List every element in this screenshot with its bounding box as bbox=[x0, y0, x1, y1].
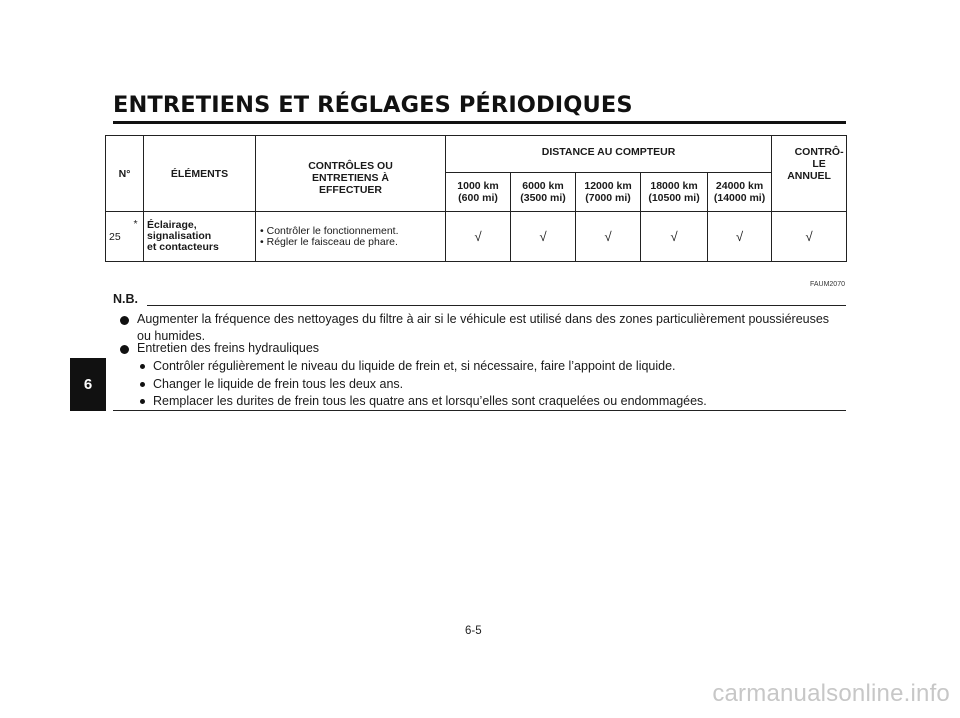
element-line: signalisation bbox=[147, 230, 212, 242]
nb-item-1-line-2: ou humides. bbox=[137, 329, 206, 343]
page-number: 6-5 bbox=[465, 625, 482, 637]
nb-sub-item-3: Remplacer les durites de frein tous les quatre ans et lorsqu’elles sont craquelées ou endommagées. bbox=[153, 394, 707, 408]
check-mark: √ bbox=[576, 212, 641, 262]
sub-bullet-icon bbox=[140, 399, 145, 404]
row-number: 25 bbox=[106, 212, 134, 262]
header-annual-line1: CONTRÔ- bbox=[794, 146, 844, 158]
header-annual-line2: LE bbox=[812, 158, 826, 170]
distance-km: 1000 km bbox=[457, 180, 499, 192]
header-controls bbox=[256, 136, 446, 212]
check-mark: √ bbox=[511, 212, 576, 262]
check-mark: √ bbox=[641, 212, 708, 262]
header-distance-2 bbox=[511, 173, 576, 212]
bullet-icon bbox=[120, 345, 129, 354]
table-row bbox=[106, 212, 847, 262]
nb-sub-item-1: Contrôler régulièrement le niveau du liquide de frein et, si nécessaire, faire l’appoint de liquide. bbox=[153, 359, 676, 373]
distance-mi: (3500 mi) bbox=[520, 192, 566, 204]
sub-bullet-icon bbox=[140, 364, 145, 369]
row-element bbox=[144, 212, 256, 262]
header-num: N° bbox=[106, 136, 144, 212]
element-line: Éclairage, bbox=[147, 219, 197, 231]
reference-code: FAUM2070 bbox=[809, 281, 845, 288]
watermark-text: carmanualsonline.info bbox=[712, 680, 950, 707]
header-distance-5 bbox=[708, 173, 772, 212]
sub-bullet-icon bbox=[140, 382, 145, 387]
distance-mi: (10500 mi) bbox=[648, 192, 700, 204]
bullet-icon bbox=[120, 316, 129, 325]
header-distance: DISTANCE AU COMPTEUR bbox=[446, 136, 772, 173]
header-distance-4 bbox=[641, 173, 708, 212]
header-annual bbox=[772, 136, 847, 212]
distance-mi: (7000 mi) bbox=[585, 192, 631, 204]
check-mark: √ bbox=[772, 212, 847, 262]
header-distance-3 bbox=[576, 173, 641, 212]
nb-label: N.B. bbox=[113, 292, 138, 306]
header-annual-line3: ANNUEL bbox=[787, 170, 831, 182]
check-mark: √ bbox=[708, 212, 772, 262]
nb-item-1-line-1: Augmenter la fréquence des nettoyages du filtre à air si le véhicule est utilisé dans des zones particulièrement poussiéreuses bbox=[137, 312, 830, 326]
header-elements: ÉLÉMENTS bbox=[144, 136, 256, 212]
table-header-row bbox=[106, 136, 847, 173]
distance-mi: (600 mi) bbox=[458, 192, 498, 204]
distance-mi: (14000 mi) bbox=[713, 192, 766, 204]
control-line: • Contrôler le fonctionnement. bbox=[260, 224, 399, 237]
nb-item-2: Entretien des freins hydrauliques bbox=[137, 341, 320, 355]
maintenance-table bbox=[105, 135, 847, 262]
nb-sub-item-2: Changer le liquide de frein tous les deux ans. bbox=[153, 377, 404, 391]
distance-km: 12000 km bbox=[584, 180, 632, 192]
title-rule bbox=[113, 121, 846, 124]
distance-km: 24000 km bbox=[715, 180, 764, 192]
row-star: * bbox=[134, 212, 144, 262]
page-title: ENTRETIENS ET RÉGLAGES PÉRIODIQUES bbox=[113, 92, 633, 118]
check-mark: √ bbox=[446, 212, 511, 262]
chapter-tab: 6 bbox=[70, 358, 106, 411]
distance-km: 18000 km bbox=[650, 180, 698, 192]
control-line: • Régler le faisceau de phare. bbox=[260, 235, 398, 248]
nb-rule-top bbox=[147, 305, 846, 306]
distance-km: 6000 km bbox=[522, 180, 564, 192]
header-controls-text: CONTRÔLES OU ENTRETIENS À EFFECTUER bbox=[308, 160, 393, 196]
row-controls bbox=[256, 212, 446, 262]
element-line: et contacteurs bbox=[147, 241, 219, 253]
nb-rule-bottom bbox=[113, 410, 846, 411]
header-distance-1 bbox=[446, 173, 511, 212]
